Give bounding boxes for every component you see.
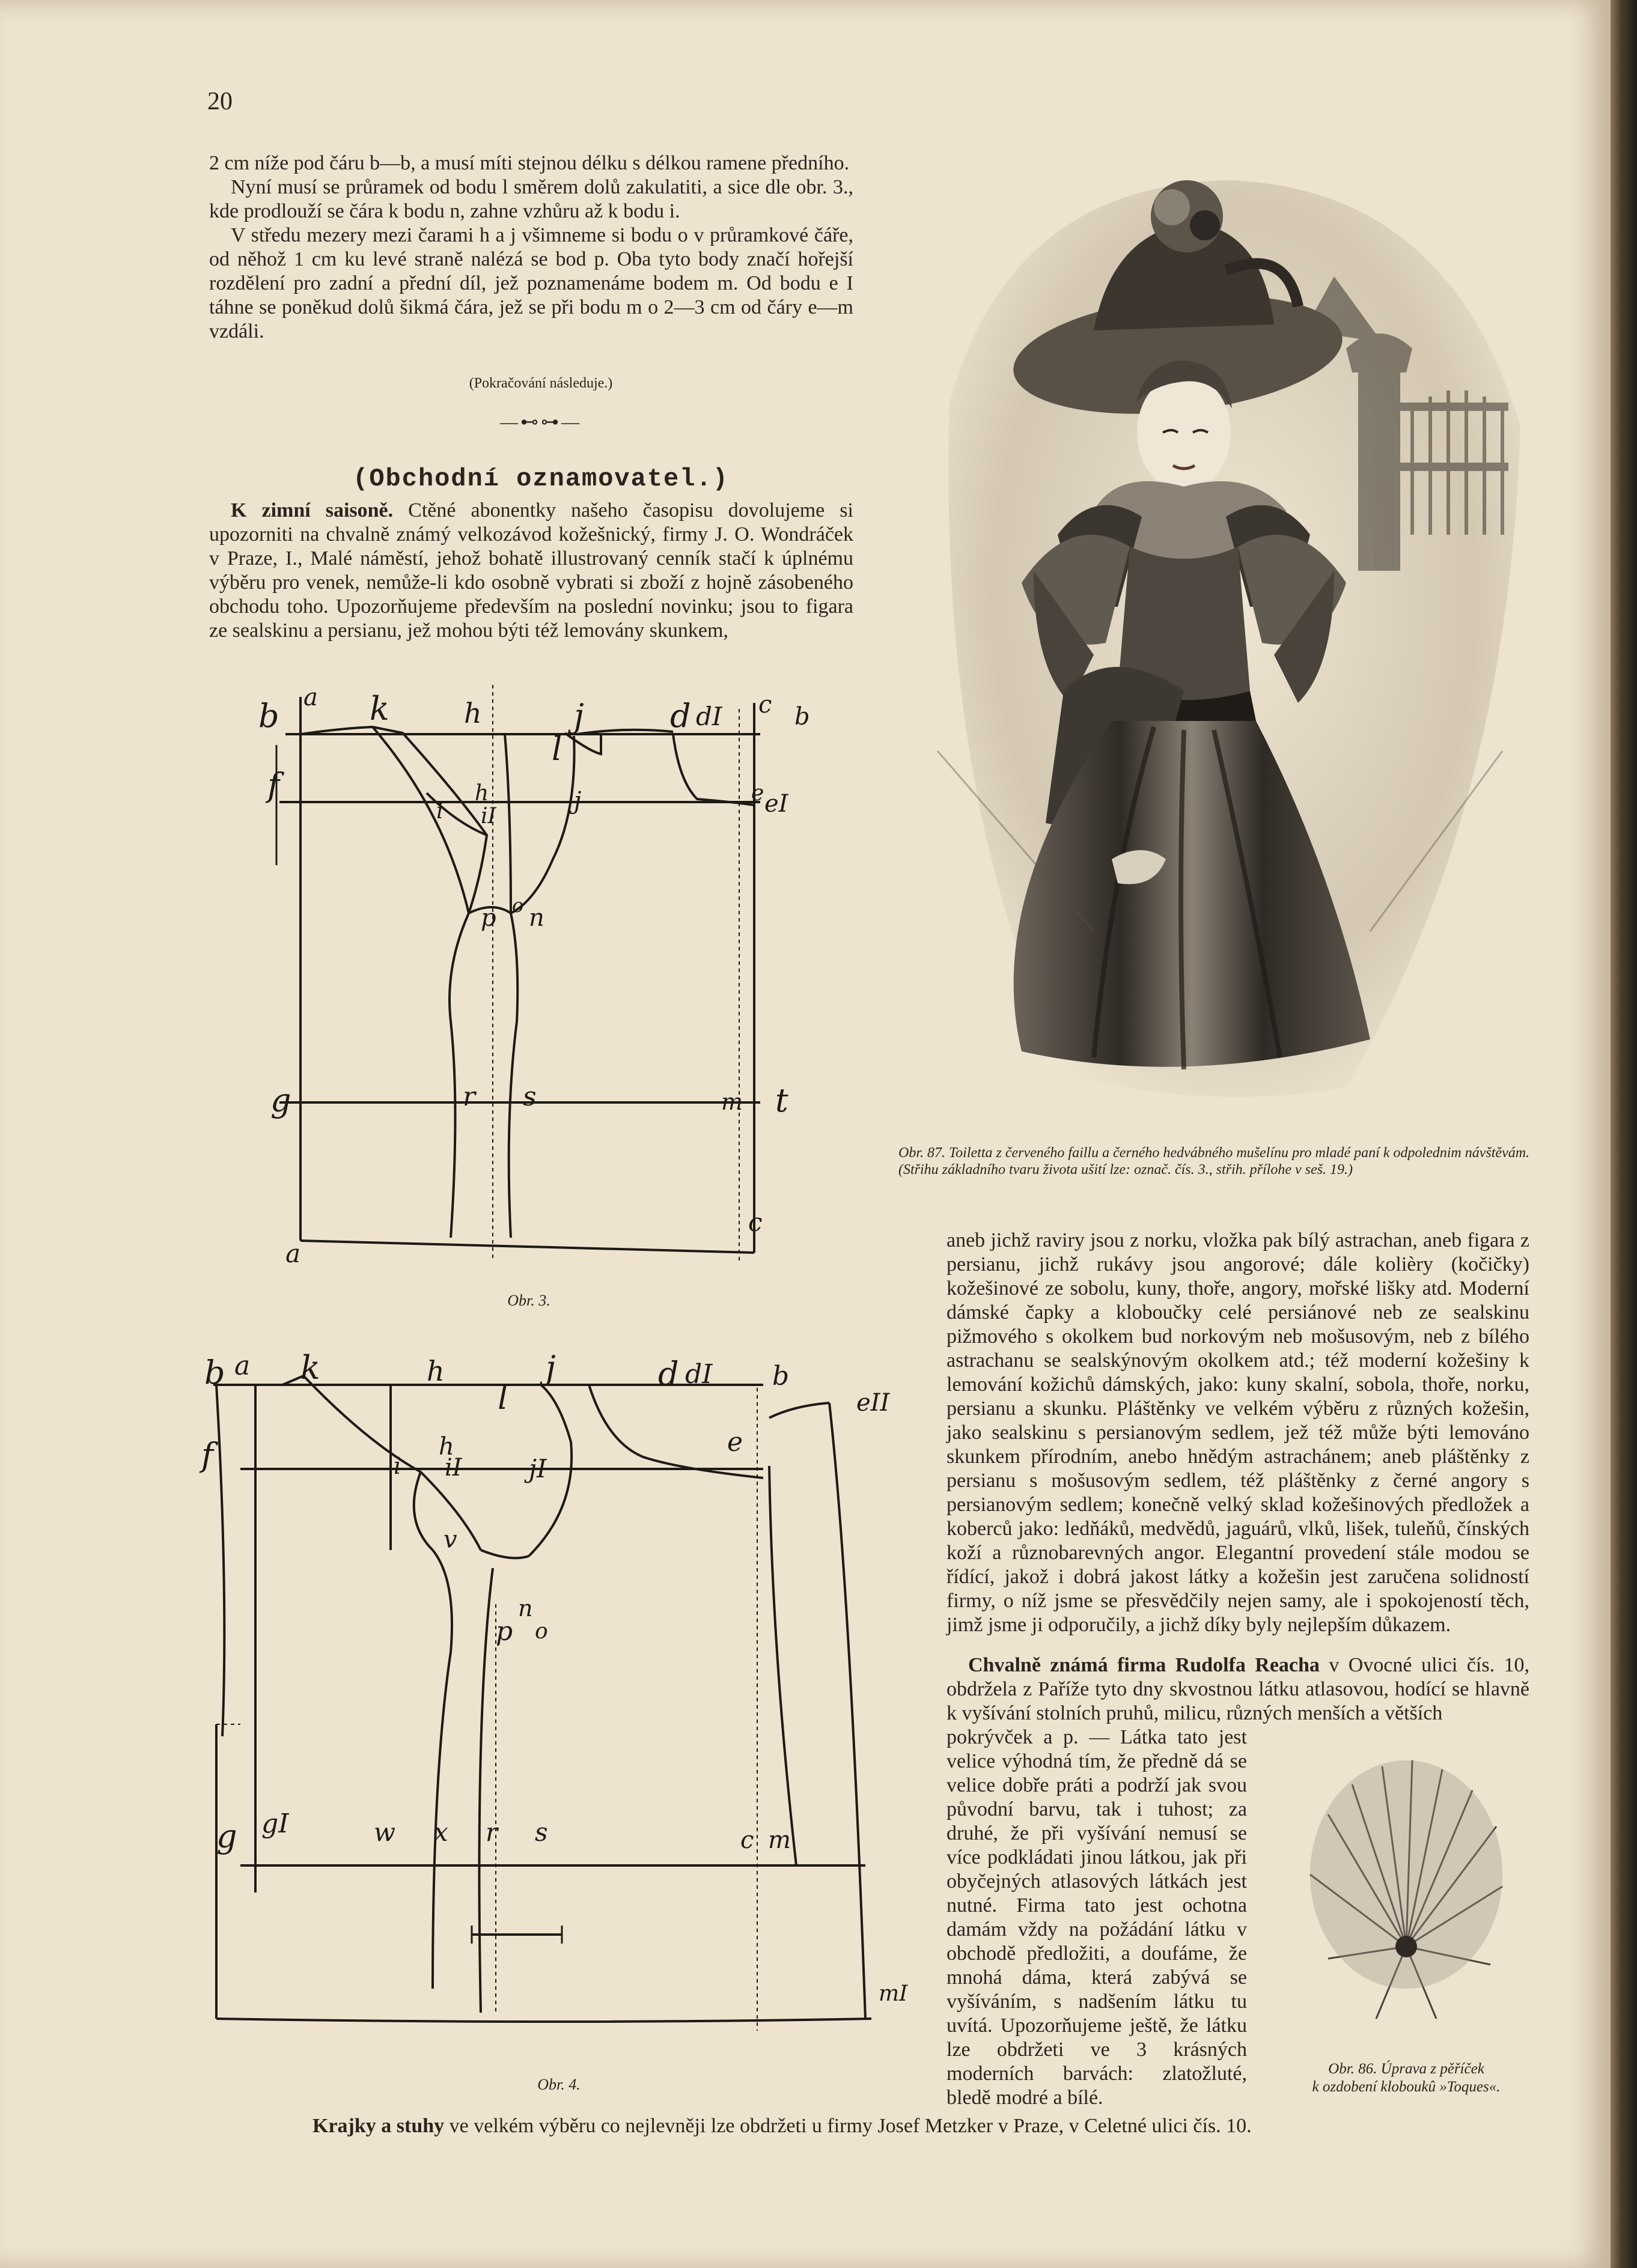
label-k: k — [370, 690, 389, 728]
label-h: h — [427, 1355, 445, 1387]
label-g: g — [216, 1817, 237, 1855]
label-v: v — [444, 1526, 457, 1554]
figure-87-caption: Obr. 87. Toiletta z červeného faillu a černého hedvábného mušelínu pro mladé paní k odpolednim návštěvám. (Střihu základního tvaru života ušití lze: označ. čís. 3., střih. přílohe v seš. 19.) — [898, 1145, 1530, 1178]
ad-text: v Ovocné ulici čís. 10, obdržela z Paříže tyto dny skvostnou látku atlasovou, hodící se hlavně k vyšívání stolních pruhů, milicu, různých menších a větších — [947, 1654, 1529, 1724]
label-d: d — [658, 1355, 679, 1393]
label-a2: a — [285, 1239, 301, 1268]
label-e1: eI — [764, 790, 788, 818]
label-i: i — [394, 1453, 401, 1479]
paragraph: 2 cm níže pod čáru b—b, a musí míti stejnou délku s délkou ramene předního. — [209, 152, 850, 174]
label-m: m — [768, 1826, 791, 1854]
label-r: r — [463, 1081, 476, 1112]
label-a: a — [234, 1351, 251, 1381]
label-j: j — [546, 1349, 556, 1387]
paragraph: Nyní musí se průramek od bodu l směrem dolů zakulatiti, a sice dle obr. 3., kde prodlouží se čára k bodu n, zahne vzhůru až k bodu i. — [209, 176, 853, 222]
label-r: r — [486, 1817, 498, 1847]
label-b-right: b — [772, 1361, 790, 1391]
paragraph: V středu mezery mezi čarami h a j všimneme si bodu o v průramkové čáře, od něhož 1 cm ku levé straně nalézá se bod p. Oba tyto body značí hořejší rozdělení pro zadní a přední díl, jež poznamenáme bodem m. Od bodu e I táhne se poněkud dolů šikmá čára, jež se při bodu m o 2—3 cm od čáry e—m vzdáli. — [209, 224, 853, 342]
label-j2: j — [574, 787, 582, 815]
label-h2: h — [439, 1433, 454, 1461]
label-n: n — [518, 1595, 533, 1622]
label-s: s — [535, 1817, 548, 1847]
pattern-figure-3 — [252, 685, 829, 1280]
label-i1: iI — [445, 1454, 462, 1482]
label-o: o — [535, 1619, 548, 1644]
ad-wondracek — [209, 499, 853, 643]
ad-lead: Chvalně známá firma Rudolfa Reacha — [968, 1654, 1320, 1676]
label-p: p — [496, 1616, 513, 1647]
fashion-illustration — [913, 150, 1538, 1123]
label-d1: dI — [696, 702, 722, 731]
label-l: l — [552, 730, 562, 768]
label-b-right: b — [794, 703, 810, 731]
label-s: s — [523, 1081, 537, 1112]
bottom-lead: Krajky a stuhy — [312, 2115, 445, 2137]
label-n: n — [529, 904, 544, 932]
bottom-text: ve velkém výběru co nejlevněji lze obdržeti u firmy Josef Metzker v Praze, v Celetné ulici čís. 10. — [444, 2115, 1252, 2137]
label-h2: h — [475, 781, 489, 806]
ornament-divider: —⊷⊶— — [500, 412, 582, 432]
label-m: m — [721, 1089, 743, 1115]
page-edge-shadow — [1611, 0, 1637, 2268]
label-e2: eII — [856, 1389, 890, 1417]
label-f: f — [201, 1436, 213, 1474]
label-e: e — [727, 1427, 743, 1458]
label-a: a — [303, 684, 318, 711]
label-e: e — [751, 781, 764, 806]
section-heading: (Obchodní oznamovatel.) — [353, 464, 729, 493]
label-d1: dI — [685, 1359, 713, 1390]
label-p: p — [481, 904, 496, 932]
label-i: i — [436, 799, 444, 824]
label-c: c — [758, 691, 772, 719]
label-l: l — [498, 1379, 508, 1417]
continuation-note: (Pokračování následuje.) — [469, 375, 613, 391]
label-w: w — [374, 1817, 395, 1847]
pattern-figure-4 — [204, 1352, 950, 2043]
label-b-left: b — [258, 697, 279, 735]
label-h: h — [464, 697, 482, 729]
label-d: d — [670, 697, 691, 735]
label-j1: jI — [529, 1454, 547, 1483]
label-k: k — [300, 1349, 320, 1387]
label-f: f — [267, 766, 279, 804]
label-i1: iI — [481, 804, 496, 828]
page-number: 20 — [207, 88, 233, 115]
article-continued-text — [209, 151, 853, 344]
figure-86-caption-line1: Obr. 86. Úprava z pěříček — [1328, 2061, 1484, 2077]
label-x: x — [434, 1817, 448, 1847]
feather-ornament-illustration — [1292, 1742, 1520, 2043]
label-j: j — [574, 697, 584, 735]
label-c: c — [740, 1826, 754, 1854]
ad-reach-wide — [947, 1653, 1529, 1725]
label-b-left: b — [204, 1354, 225, 1391]
ad-reach-narrow: pokrývček a p. — Látka tato jest velice výhodná tím, že předně dá se velice dobře práti a podrží jak svou původní barvu, tak i tuhost; za druhé, že při vyšívání nemusí se více podkládati jinou látkou, jak při obyčejných atlasových látkách jest nutné. Firma tato jest ochotna damám vždy na požádání látku v obchodě předložiti, a doufáme, že mnohá dáma, která zabývá se vyšíváním, s nadšením látku tu uvítá. Upozorňujeme ještě, že látku lze obdržeti ve 3 krásných moderních barvách: zlatožluté, bledě modré a bílé. — [947, 1726, 1247, 2109]
figure-3-caption: Obr. 3. — [507, 1292, 550, 1309]
ad-text: Ctěné abonentky našeho časopisu dovolujeme si upozorniti na chvalně známý velkozávod kožešnický, firmy J. O. Wondráček v Praze, I., Malé náměstí, jehož bohatě illustrovaný cenník stačí k úplnému výběru pro venek, nemůže-li kdo osobně vybrati si zboží z hojně zásobeného obchodu toho. Upozorňujeme především na poslední novinku; jsou to figara ze sealskinu a persianu, jež mohou býti též lemovány skunkem, — [209, 499, 853, 642]
ad-lead: K zimní saisoně. — [231, 499, 394, 521]
label-t: t — [775, 1081, 788, 1119]
ad-wondracek-continued: aneb jichž raviry jsou z norku, vložka pak bílý astrachan, aneb figara z persianu, jichž rukávy jsou angorové; dále kolièry (kočičky) kožešinové ze sobolu, kuny, thoře, angory, mořské lišky atd. Moderní dámské čapky a kloboučky celé persiánové neb ze sealskinu pižmového s okolkem bud norkovým neb mošusovým, neb z bílého astrachanu se sealskýnovým okolkem atd.; též moderní kožešiny k lemování kožichů dámských, jako: kuny skalní, sobola, thoře, norku, persianu a skunku. Pláštěnky ve velkém výběru z různých kožešin, jako sealskinu s persianovým sedlem, jež též může býti lemováno skunkem přírodním, anebo hnědým astrachánem; aneb pláštěnky z persianu s mošusovým sedlem, též pláštěnky z černé angory s persianovým sedlem; konečně velký sklad kožešinových předložek a koberců jako: ledňáků, medvědů, jaguárů, vlků, lišek, tuleňů, čínských koží a různobarevných angor. Elegantní provedení stále modou se řídící, jakož i dobrá jakost látky a kožešin jest zaručena solidností firmy, o níž jsme se přesvědčily nejen samy, ale i spokojeností těch, jimž jsme ji odporučily, a jichž díky byly nejlepším důkazem. — [947, 1229, 1529, 1636]
label-g1: gI — [261, 1808, 289, 1839]
label-c2: c — [748, 1208, 763, 1237]
label-m1: mI — [879, 1981, 908, 2006]
bottom-advert-line — [312, 2115, 1544, 2138]
label-o: o — [512, 894, 524, 917]
label-g: g — [270, 1081, 291, 1119]
figure-86-caption-line2: k ozdobení kloboukû »Toques«. — [1312, 2079, 1501, 2095]
figure-4-caption: Obr. 4. — [537, 2076, 581, 2093]
